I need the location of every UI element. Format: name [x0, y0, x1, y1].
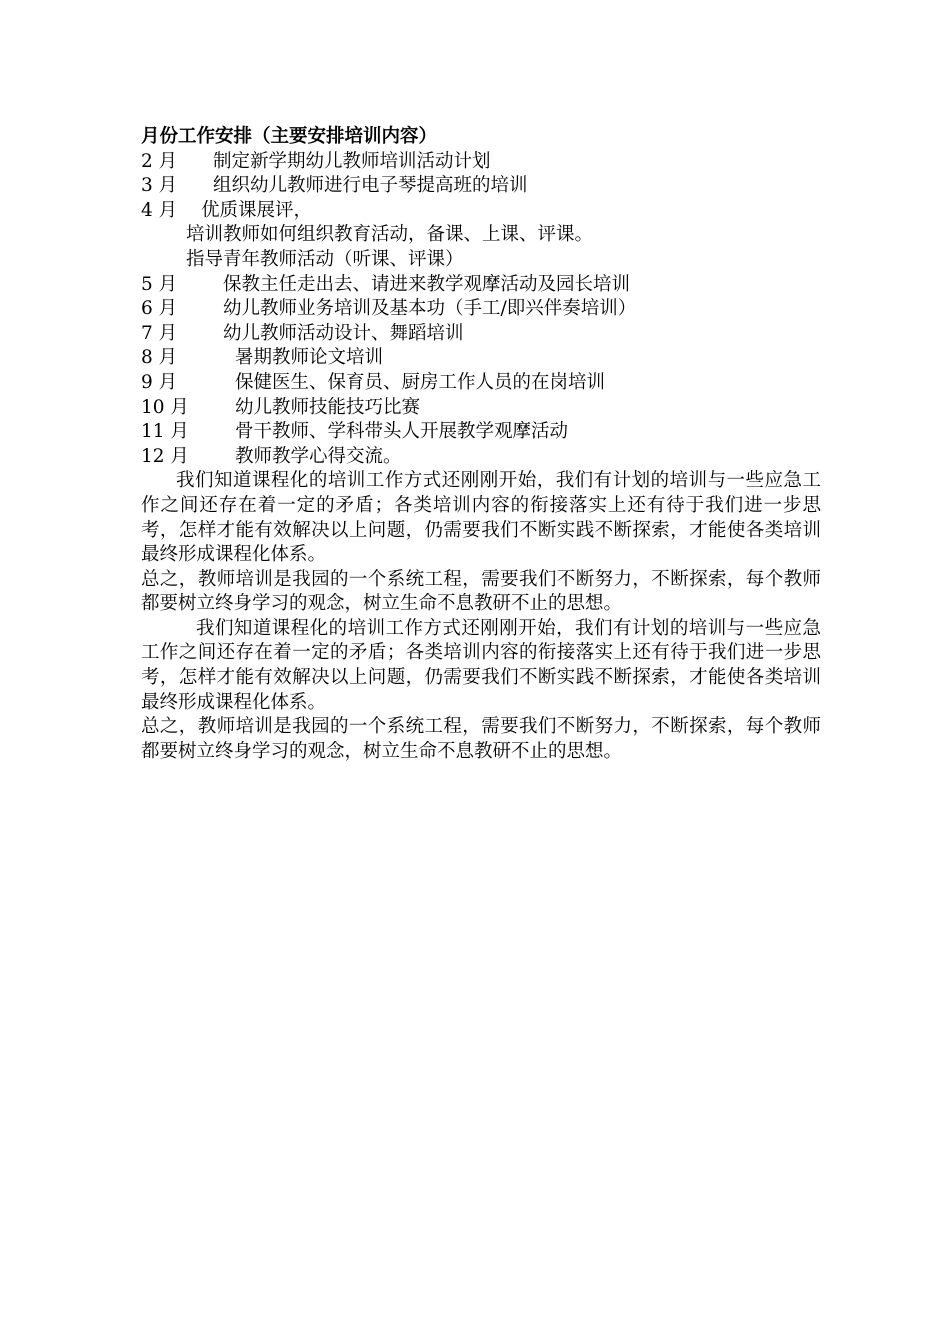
- body-paragraph: 总之，教师培训是我园的一个系统工程，需要我们不断努力，不断探索，每个教师都要树立终身学习的观念，树立生命不息教研不止的思想。: [141, 716, 821, 762]
- schedule-month: 3 月: [141, 175, 178, 197]
- schedule-text: 骨干教师、学科带头人开展教学观摩活动: [235, 421, 569, 443]
- schedule-text: 制定新学期幼儿教师培训活动计划: [213, 150, 491, 172]
- schedule-text: 指导青年教师活动（听课、评课）: [186, 248, 464, 270]
- document-page: [141, 125, 821, 764]
- schedule-text: 暑期教师论文培训: [235, 347, 384, 369]
- schedule-row-mar: [141, 174, 821, 199]
- schedule-row-sep: [141, 371, 821, 396]
- schedule-month: 10 月: [141, 396, 189, 418]
- schedule-text: 优质课展评，: [201, 199, 313, 221]
- body-paragraph: 我们知道课程化的培训工作方式还刚刚开始，我们有计划的培训与一些应急工作之间还存在着一定的矛盾；各类培训内容的衔接落实上还有待于我们进一步思考，怎样才能有效解决以上问题，仍需要我们不断实践不断探索，才能使各类培训最终形成课程化体系。: [141, 617, 821, 713]
- schedule-month: 2 月: [141, 150, 178, 172]
- schedule-text: 组织幼儿教师进行电子琴提高班的培训: [213, 175, 528, 197]
- schedule-row-apr: [141, 199, 821, 224]
- schedule-month: 12 月: [141, 445, 189, 467]
- schedule-row-jun: [141, 297, 821, 322]
- body-paragraph: 我们知道课程化的培训工作方式还刚刚开始，我们有计划的培训与一些应急工作之间还存在着一定的矛盾；各类培训内容的衔接落实上还有待于我们进一步思考，怎样才能有效解决以上问题，仍需要我们不断实践不断探索，才能使各类培训最终形成课程化体系。: [141, 470, 821, 566]
- document-title: 月份工作安排（主要安排培训内容）: [141, 126, 438, 147]
- schedule-text: 保教主任走出去、请进来教学观摩活动及园长培训: [223, 273, 631, 295]
- schedule-row-jul: [141, 322, 821, 347]
- schedule-row-dec: [141, 445, 821, 470]
- body-paragraph: 总之，教师培训是我园的一个系统工程，需要我们不断努力，不断探索，每个教师都要树立终身学习的观念，树立生命不息教研不止的思想。: [141, 568, 821, 615]
- schedule-month: 5 月: [141, 273, 178, 295]
- schedule-month: 7 月: [141, 322, 178, 344]
- schedule-text: 幼儿教师活动设计、舞蹈培训: [223, 322, 464, 344]
- schedule-row-aug: [141, 346, 821, 371]
- schedule-text: 幼儿教师技能技巧比赛: [235, 396, 421, 418]
- schedule-text: 教师教学心得交流。: [235, 445, 402, 467]
- schedule-text: 幼儿教师业务培训及基本功（手工/即兴伴奏培训）: [223, 298, 637, 320]
- schedule-month: 4 月: [141, 199, 178, 221]
- schedule-row-feb: [141, 150, 821, 175]
- schedule-month: 11 月: [141, 421, 189, 443]
- schedule-row-nov: [141, 420, 821, 445]
- schedule-month: 8 月: [141, 347, 178, 369]
- schedule-row-may: [141, 273, 821, 298]
- schedule-row-apr-sub1: [141, 223, 821, 248]
- schedule-row-apr-sub2: [141, 248, 821, 273]
- schedule-text: 保健医生、保育员、厨房工作人员的在岗培训: [235, 371, 606, 393]
- schedule-text: 培训教师如何组织教育活动，备课、上课、评课。: [186, 224, 594, 246]
- schedule-row-oct: [141, 396, 821, 421]
- schedule-month: 9 月: [141, 371, 178, 393]
- schedule-month: 6 月: [141, 298, 178, 320]
